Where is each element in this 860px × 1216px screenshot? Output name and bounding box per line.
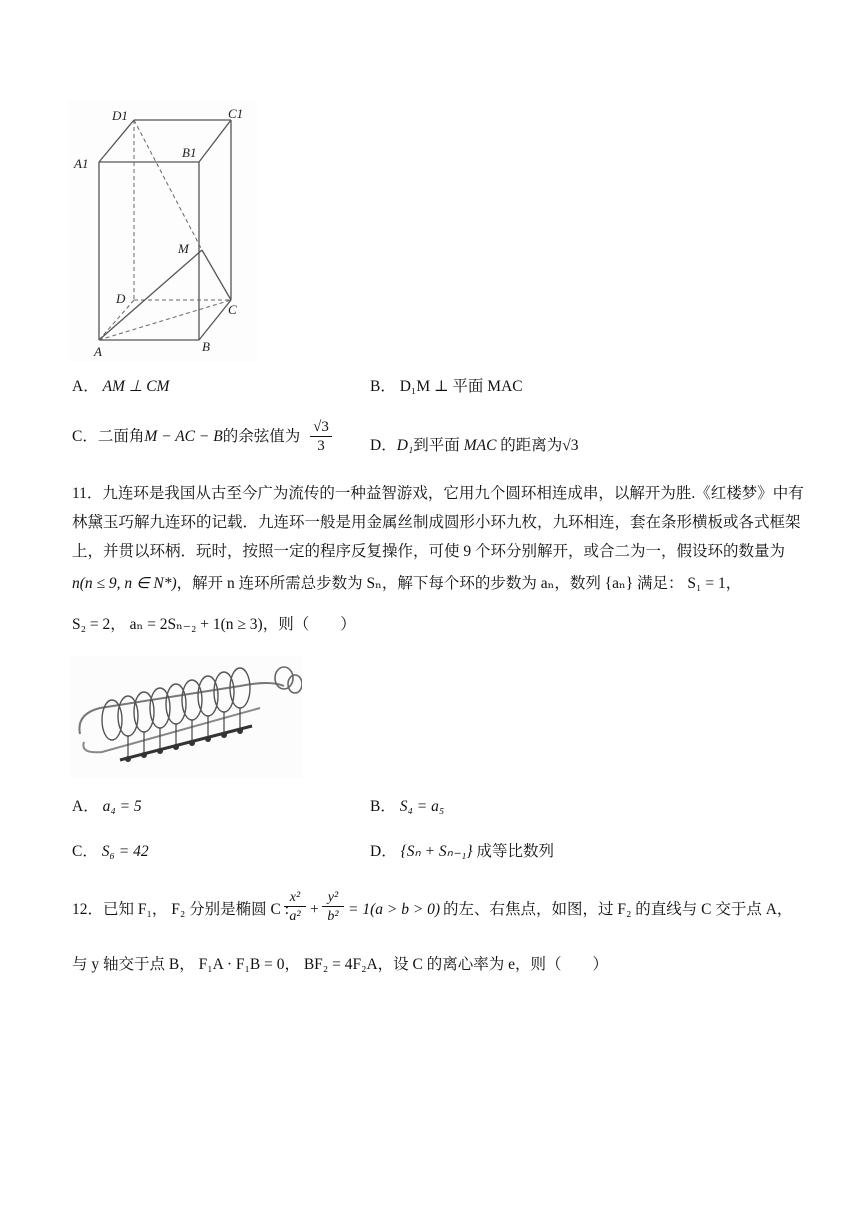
label-d: D [116,291,126,306]
label-c: C [228,302,237,317]
prism-figure [68,100,258,362]
q10-option-a: A． AM ⊥ CM [72,378,170,395]
q11-line-3: 上，并贯以环柄．玩时，按照一定的程序反复操作，可使 9 个环分别解开，或合二为一，假设环的数量为 [72,543,786,560]
q11-line-1: 11．九连环是我国从古至今广为流传的一种益智游戏，它用九个圆环相连成串，以解开为胜.《红楼梦》中有 [72,485,804,502]
q12-line-2: 与 y 轴交于点 B， F₁A · F₁B = 0， BF₂ = 4F₂A，设 C 的离心率为 e，则（ ） [72,956,609,973]
nine-rings-figure [70,656,302,778]
q10-option-c: C．二面角M − AC − B的余弦值为 [72,428,301,445]
q11-option-d: D． {Sₙ + Sₙ₋₁} 成等比数列 [370,843,554,860]
q12-plus: + [310,901,319,918]
q10-option-c-fraction: √3 3 [310,419,332,455]
q10-option-b: B． D₁M ⊥ 平面 MAC [370,378,523,395]
label-c1: C1 [228,106,244,121]
q11-line-4: n(n ≤ 9, n ∈ N*)，解开 n 连环所需总步数为 Sₙ，解下每个环的步数为 aₙ，数列 {aₙ} 满足： S₁ = 1， [72,575,742,592]
label-b1: B1 [182,145,197,160]
label-b: B [202,339,210,354]
label-a: A [94,344,102,359]
q11-option-c: C． S₆ = 42 [72,843,149,860]
q11-line-2: 林黛玉巧解九连环的记载．九连环一般是用金属丝制成圆形小环九枚，九环相连，套在条形横板或各式框架 [72,514,801,531]
q11-option-a: A． a₄ = 5 [72,798,142,815]
q12-fraction-x: x² a² [284,889,306,926]
q12-line-1-pre: 12．已知 F₁， F₂ 分别是椭圆 C : [72,901,290,918]
label-a1: A1 [74,156,89,171]
q10-option-d: D．D₁到平面 MAC 的距离为√3 [370,437,579,454]
q12-line-1-post: 的左、右焦点，如图，过 F₂ 的直线与 C 交于点 A， [443,901,793,918]
q12-fraction-y: y² b² [322,889,344,926]
label-d1: D1 [112,108,128,123]
label-m: M [178,241,189,256]
q11-option-b: B． S₄ = a₅ [370,798,445,815]
q12-line-1-cond: = 1(a > b > 0) [348,901,441,918]
q11-line-5: S₂ = 2， aₙ = 2Sₙ₋₂ + 1(n ≥ 3)，则（ ） [72,616,356,633]
